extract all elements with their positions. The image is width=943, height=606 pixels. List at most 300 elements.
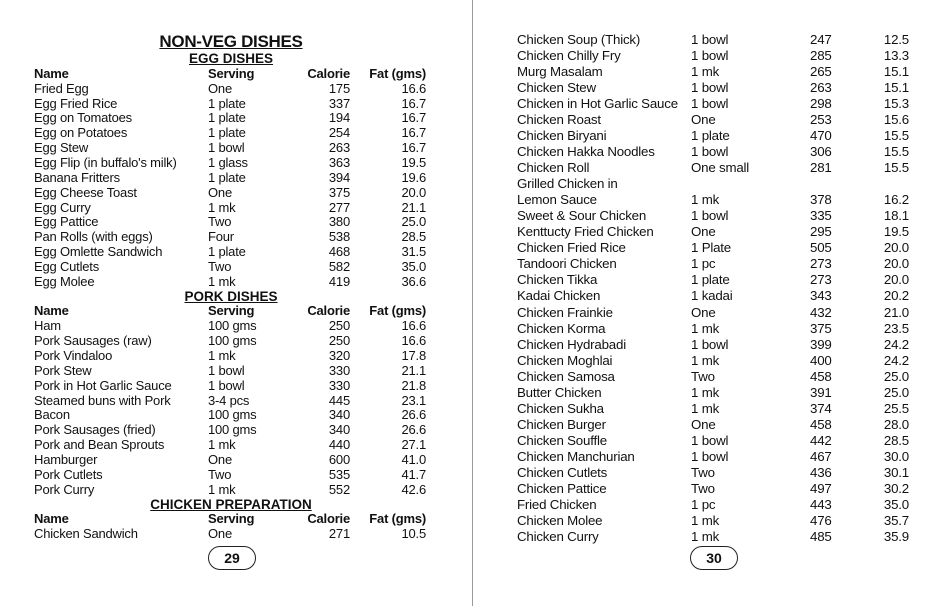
- dish-name: Fried Chicken: [517, 496, 597, 512]
- calorie-value: 440: [328, 437, 350, 453]
- fat-value: 28.0: [883, 416, 909, 432]
- table-row: [0, 363, 472, 378]
- dish-name: Fried Egg: [34, 80, 89, 96]
- calorie-value: 337: [328, 95, 350, 111]
- dish-name: Chicken Roast: [517, 112, 601, 128]
- fat-value: 19.5: [401, 154, 426, 170]
- dish-name: Pork and Bean Sprouts: [34, 437, 165, 453]
- dish-name: Egg Fried Rice: [34, 95, 118, 111]
- fat-value: 15.1: [883, 64, 909, 80]
- table-row: [0, 318, 472, 333]
- calorie-value: 340: [328, 422, 350, 438]
- serving-size: 1 bowl: [691, 32, 729, 47]
- right-page: [474, 0, 943, 606]
- serving-size: 1 mk: [208, 273, 236, 289]
- calorie-value: 298: [810, 96, 832, 112]
- table-row: [474, 256, 943, 272]
- dish-name: Egg Cutlets: [34, 258, 100, 274]
- serving-size: 1 mk: [691, 64, 720, 80]
- dish-name: Chicken Hakka Noodles: [517, 144, 655, 160]
- serving-size: 1 bowl: [208, 140, 245, 156]
- dish-name: Egg Cheese Toast: [34, 184, 137, 200]
- fat-value: 21.1: [401, 362, 426, 378]
- dish-name: Chicken Manchurian: [517, 448, 635, 464]
- column-header-name: Name: [34, 511, 69, 527]
- dish-name: Egg on Potatoes: [34, 125, 128, 141]
- table-row: [474, 353, 943, 369]
- dish-name: Chicken Biryani: [517, 128, 607, 144]
- dish-name: Egg Curry: [34, 199, 91, 215]
- serving-size: One: [691, 416, 716, 432]
- fat-value: 23.1: [401, 392, 426, 408]
- table-row: [474, 160, 943, 176]
- serving-size: 1 mk: [691, 400, 720, 416]
- dish-name: Pork Vindaloo: [34, 348, 113, 363]
- fat-value: 25.0: [401, 214, 426, 230]
- table-row: [0, 229, 472, 244]
- serving-size: 1 mk: [208, 481, 236, 497]
- table-row: [0, 378, 472, 393]
- fat-value: 16.6: [401, 333, 426, 349]
- calorie-value: 538: [328, 229, 350, 245]
- dish-name: Chicken Curry: [517, 528, 599, 544]
- serving-size: 1 plate: [208, 110, 246, 126]
- calorie-value: 445: [328, 392, 350, 408]
- table-row: [474, 497, 943, 513]
- calorie-value: 194: [328, 110, 350, 126]
- dish-name: Chicken in Hot Garlic Sauce: [517, 96, 678, 112]
- dish-name: Chicken Sukha: [517, 400, 604, 416]
- table-row: [0, 110, 472, 125]
- dish-name: Chicken Hydrabadi: [517, 336, 626, 352]
- serving-size: 1 mk: [208, 437, 236, 453]
- calorie-value: 458: [810, 368, 832, 384]
- table-row: [474, 321, 943, 337]
- calorie-value: 432: [810, 304, 832, 320]
- table-row: [474, 337, 943, 353]
- fat-value: 36.6: [401, 273, 426, 289]
- serving-size: 1 mk: [691, 320, 720, 336]
- table-header-row: [0, 66, 472, 81]
- serving-size: 1 mk: [208, 348, 236, 363]
- table-row: [474, 240, 943, 256]
- dish-name: Ham: [34, 318, 61, 334]
- serving-size: 1 bowl: [208, 377, 245, 393]
- table-row: [474, 176, 943, 192]
- fat-value: 13.3: [883, 48, 909, 64]
- table-row: [0, 259, 472, 274]
- calorie-value: 582: [328, 258, 350, 274]
- serving-size: 1 plate: [208, 169, 246, 185]
- fat-value: 25.0: [883, 368, 909, 384]
- dish-name: Chicken Moghlai: [517, 352, 613, 368]
- fat-value: 25.0: [883, 384, 909, 400]
- fat-value: 12.5: [883, 32, 909, 47]
- calorie-value: 375: [810, 320, 832, 336]
- calorie-value: 175: [328, 80, 350, 96]
- fat-value: 18.1: [883, 208, 909, 224]
- table-row: [474, 385, 943, 401]
- calorie-value: 375: [328, 184, 350, 200]
- column-header-fat: Fat (gms): [369, 511, 426, 527]
- serving-size: 1 plate: [208, 244, 246, 260]
- serving-size: Four: [208, 229, 234, 245]
- table-row: [474, 513, 943, 529]
- fat-value: 21.8: [401, 377, 426, 393]
- serving-size: 1 kadai: [691, 288, 733, 304]
- fat-value: 15.5: [883, 160, 909, 176]
- table-row: [0, 348, 472, 363]
- fat-value: 23.5: [883, 320, 909, 336]
- table-row: [474, 529, 943, 545]
- fat-value: 20.0: [883, 272, 909, 288]
- calorie-value: 442: [810, 432, 832, 448]
- calorie-value: 374: [810, 400, 832, 416]
- calorie-value: 281: [810, 160, 832, 176]
- table-row: [474, 288, 943, 304]
- dish-name: Pan Rolls (with eggs): [34, 229, 153, 245]
- calorie-value: 419: [328, 273, 350, 289]
- table-row: [474, 224, 943, 240]
- serving-size: 1 pc: [691, 256, 716, 272]
- serving-size: 1 plate: [208, 125, 246, 141]
- calorie-value: 306: [810, 144, 832, 160]
- table-row: [0, 437, 472, 452]
- table-row: [474, 305, 943, 321]
- serving-size: 100 gms: [208, 422, 257, 438]
- dish-name: Pork Stew: [34, 362, 92, 378]
- serving-size: One: [208, 451, 232, 467]
- table-row: [474, 465, 943, 481]
- fat-value: 41.7: [401, 466, 426, 482]
- column-header-fat: Fat (gms): [369, 65, 426, 81]
- serving-size: 1 plate: [208, 95, 246, 111]
- fat-value: 26.6: [401, 422, 426, 438]
- dish-name: Pork Curry: [34, 481, 95, 497]
- table-row: [474, 112, 943, 128]
- fat-value: 20.2: [883, 288, 909, 304]
- dish-name: Bacon: [34, 407, 70, 423]
- serving-size: 1 pc: [691, 496, 716, 512]
- calorie-value: 552: [328, 481, 350, 497]
- serving-size: 1 mk: [208, 199, 236, 215]
- dish-name: Egg on Tomatoes: [34, 110, 132, 126]
- table-row: [474, 192, 943, 208]
- calorie-value: 271: [328, 526, 350, 542]
- table-row: [474, 401, 943, 417]
- calorie-value: 263: [810, 80, 832, 96]
- calorie-value: 363: [328, 154, 350, 170]
- book-spine: [472, 0, 473, 606]
- serving-size: Two: [208, 258, 232, 274]
- dish-name: Pork in Hot Garlic Sauce: [34, 377, 172, 393]
- table-row: [474, 144, 943, 160]
- dish-name: Tandoori Chicken: [517, 256, 617, 272]
- calorie-value: 468: [328, 244, 350, 260]
- table-row: [474, 48, 943, 64]
- table-row: [474, 433, 943, 449]
- serving-size: One: [691, 224, 716, 240]
- table-row: [0, 407, 472, 422]
- calorie-value: 320: [328, 348, 350, 363]
- dish-name: Pork Sausages (fried): [34, 422, 156, 438]
- column-header-name: Name: [34, 303, 69, 319]
- dish-name: Chicken Frainkie: [517, 304, 613, 320]
- dish-name: Hamburger: [34, 451, 98, 467]
- table-row: [0, 452, 472, 467]
- fat-value: 15.1: [883, 80, 909, 96]
- table-row: [0, 422, 472, 437]
- calorie-value: 458: [810, 416, 832, 432]
- calorie-value: 253: [810, 112, 832, 128]
- calorie-value: 391: [810, 384, 832, 400]
- page-title: NON-VEG DISHES: [159, 32, 303, 51]
- calorie-value: 330: [328, 362, 350, 378]
- serving-size: One small: [691, 160, 750, 176]
- dish-name: Chicken Souffle: [517, 432, 607, 448]
- calorie-value: 250: [328, 333, 350, 349]
- fat-value: 30.1: [883, 464, 909, 480]
- table-row: [474, 64, 943, 80]
- column-header-serving: Serving: [208, 511, 255, 527]
- calorie-value: 335: [810, 208, 832, 224]
- calorie-value: 470: [810, 128, 832, 144]
- table-row: [0, 96, 472, 111]
- calorie-value: 265: [810, 64, 832, 80]
- table-row: [0, 125, 472, 140]
- serving-size: 1 bowl: [208, 362, 245, 378]
- fat-value: 15.5: [883, 128, 909, 144]
- column-header-serving: Serving: [208, 65, 255, 81]
- serving-size: 1 mk: [691, 512, 720, 528]
- calorie-value: 343: [810, 288, 832, 304]
- dish-name: Murg Masalam: [517, 64, 603, 80]
- section-title: PORK DISHES: [184, 288, 278, 304]
- dish-name: Chicken Sandwich: [34, 526, 138, 542]
- fat-value: 20.0: [883, 256, 909, 272]
- column-header-fat: Fat (gms): [369, 303, 426, 319]
- table-row: [0, 140, 472, 155]
- serving-size: 1 Plate: [691, 240, 731, 256]
- column-header-name: Name: [34, 65, 69, 81]
- calorie-value: 497: [810, 480, 832, 496]
- fat-value: 35.7: [883, 512, 909, 528]
- calorie-value: 250: [328, 318, 350, 334]
- calorie-value: 394: [328, 169, 350, 185]
- fat-value: 41.0: [401, 451, 426, 467]
- column-header-calorie: Calorie: [307, 65, 350, 81]
- calorie-value: 505: [810, 240, 832, 256]
- dish-name: Chicken Burger: [517, 416, 606, 432]
- fat-value: 16.7: [401, 95, 426, 111]
- dish-name: Chicken Stew: [517, 80, 596, 96]
- dish-name: Kenttucty Fried Chicken: [517, 224, 654, 240]
- serving-size: 3-4 pcs: [208, 392, 250, 408]
- fat-value: 24.2: [883, 352, 909, 368]
- calorie-value: 467: [810, 448, 832, 464]
- serving-size: 1 mk: [691, 192, 720, 208]
- calorie-value: 443: [810, 496, 832, 512]
- serving-size: 100 gms: [208, 333, 257, 349]
- fat-value: 21.0: [883, 304, 909, 320]
- dish-name: Egg Flip (in buffalo's milk): [34, 154, 177, 170]
- table-row: [474, 208, 943, 224]
- serving-size: Two: [208, 466, 232, 482]
- table-row: [0, 200, 472, 215]
- table-row: [0, 482, 472, 497]
- fat-value: 28.5: [883, 432, 909, 448]
- fat-value: 16.6: [401, 80, 426, 96]
- calorie-value: 600: [328, 451, 350, 467]
- calorie-value: 295: [810, 224, 832, 240]
- fat-value: 15.6: [883, 112, 909, 128]
- dish-name: Lemon Sauce: [517, 192, 597, 208]
- fat-value: 21.1: [401, 199, 426, 215]
- calorie-value: 436: [810, 464, 832, 480]
- page-number: 29: [208, 546, 256, 570]
- table-row: [0, 244, 472, 259]
- table-row: [0, 467, 472, 482]
- table-row: [0, 333, 472, 348]
- column-header-serving: Serving: [208, 303, 255, 319]
- serving-size: 1 plate: [691, 272, 730, 288]
- table-row: [0, 185, 472, 200]
- dish-name: Chicken Chilly Fry: [517, 48, 621, 64]
- dish-name: Chicken Molee: [517, 512, 603, 528]
- fat-value: 35.0: [401, 258, 426, 274]
- table-row: [474, 272, 943, 288]
- calorie-value: 277: [328, 199, 350, 215]
- calorie-value: 400: [810, 352, 832, 368]
- dish-name: Chicken Korma: [517, 320, 606, 336]
- table-row: [474, 417, 943, 433]
- serving-size: Two: [208, 214, 232, 230]
- dish-name: Chicken Soup (Thick): [517, 32, 641, 47]
- serving-size: Two: [691, 464, 715, 480]
- fat-value: 31.5: [401, 244, 426, 260]
- table-row: [0, 274, 472, 289]
- fat-value: 35.0: [883, 496, 909, 512]
- calorie-value: 535: [328, 466, 350, 482]
- serving-size: 1 bowl: [691, 96, 729, 112]
- fat-value: 19.5: [883, 224, 909, 240]
- serving-size: One: [208, 80, 232, 96]
- fat-value: 15.3: [883, 96, 909, 112]
- table-row: [474, 369, 943, 385]
- table-header-row: [0, 511, 472, 526]
- table-row: [0, 170, 472, 185]
- serving-size: 100 gms: [208, 407, 257, 423]
- fat-value: 27.1: [401, 437, 426, 453]
- serving-size: 1 bowl: [691, 144, 729, 160]
- fat-value: 10.5: [401, 526, 426, 542]
- section-title: EGG DISHES: [188, 51, 274, 66]
- fat-value: 30.0: [883, 448, 909, 464]
- dish-name: Chicken Fried Rice: [517, 240, 626, 256]
- fat-value: 16.7: [401, 110, 426, 126]
- calorie-value: 380: [328, 214, 350, 230]
- dish-name: Sweet & Sour Chicken: [517, 208, 647, 224]
- serving-size: 1 bowl: [691, 336, 729, 352]
- table-row: [0, 393, 472, 408]
- dish-name: Banana Fritters: [34, 169, 120, 185]
- column-header-calorie: Calorie: [307, 303, 350, 319]
- dish-name: Kadai Chicken: [517, 288, 601, 304]
- calorie-value: 254: [328, 125, 350, 141]
- fat-value: 20.0: [401, 184, 426, 200]
- page-number: 30: [690, 546, 738, 570]
- calorie-value: 485: [810, 528, 832, 544]
- dish-name: Egg Omlette Sandwich: [34, 244, 163, 260]
- serving-size: 1 mk: [691, 528, 720, 544]
- table-header-row: [0, 303, 472, 318]
- table-row: [474, 449, 943, 465]
- fat-value: 42.6: [401, 481, 426, 497]
- serving-size: 1 bowl: [691, 448, 729, 464]
- serving-size: 1 mk: [691, 352, 720, 368]
- fat-value: 16.6: [401, 318, 426, 334]
- calorie-value: 273: [810, 272, 832, 288]
- calorie-value: 476: [810, 512, 832, 528]
- dish-name: Egg Stew: [34, 140, 89, 156]
- dish-name: Egg Pattice: [34, 214, 99, 230]
- dish-name: Butter Chicken: [517, 384, 602, 400]
- fat-value: 17.8: [401, 348, 426, 363]
- fat-value: 19.6: [401, 169, 426, 185]
- serving-size: 1 bowl: [691, 208, 729, 224]
- serving-size: One: [208, 184, 232, 200]
- table-row: [474, 481, 943, 497]
- dish-name: Pork Sausages (raw): [34, 333, 152, 349]
- fat-value: 24.2: [883, 336, 909, 352]
- serving-size: 1 bowl: [691, 48, 729, 64]
- dish-name: Chicken Roll: [517, 160, 590, 176]
- table-row: [0, 155, 472, 170]
- table-row: [474, 80, 943, 96]
- dish-name: Egg Molee: [34, 273, 95, 289]
- fat-value: 16.2: [883, 192, 909, 208]
- serving-size: One: [691, 304, 716, 320]
- fat-value: 26.6: [401, 407, 426, 423]
- serving-size: One: [208, 526, 232, 542]
- calorie-value: 330: [328, 377, 350, 393]
- calorie-value: 247: [810, 32, 832, 47]
- calorie-value: 273: [810, 256, 832, 272]
- serving-size: 1 plate: [691, 128, 730, 144]
- dish-name: Chicken Tikka: [517, 272, 598, 288]
- fat-value: 20.0: [883, 240, 909, 256]
- fat-value: 35.9: [883, 528, 909, 544]
- dish-name: Grilled Chicken in: [517, 176, 618, 192]
- dish-name: Chicken Pattice: [517, 480, 607, 496]
- calorie-value: 399: [810, 336, 832, 352]
- calorie-value: 340: [328, 407, 350, 423]
- serving-size: Two: [691, 368, 715, 384]
- dish-name: Pork Cutlets: [34, 466, 103, 482]
- dish-name: Steamed buns with Pork: [34, 392, 171, 408]
- fat-value: 16.7: [401, 125, 426, 141]
- section-title: CHICKEN PREPARATION: [150, 496, 312, 512]
- fat-value: 25.5: [883, 400, 909, 416]
- column-header-calorie: Calorie: [307, 511, 350, 527]
- serving-size: One: [691, 112, 716, 128]
- table-row: [474, 128, 943, 144]
- fat-value: 15.5: [883, 144, 909, 160]
- serving-size: 1 glass: [208, 154, 248, 170]
- table-row: [0, 526, 472, 541]
- serving-size: 100 gms: [208, 318, 257, 334]
- fat-value: 16.7: [401, 140, 426, 156]
